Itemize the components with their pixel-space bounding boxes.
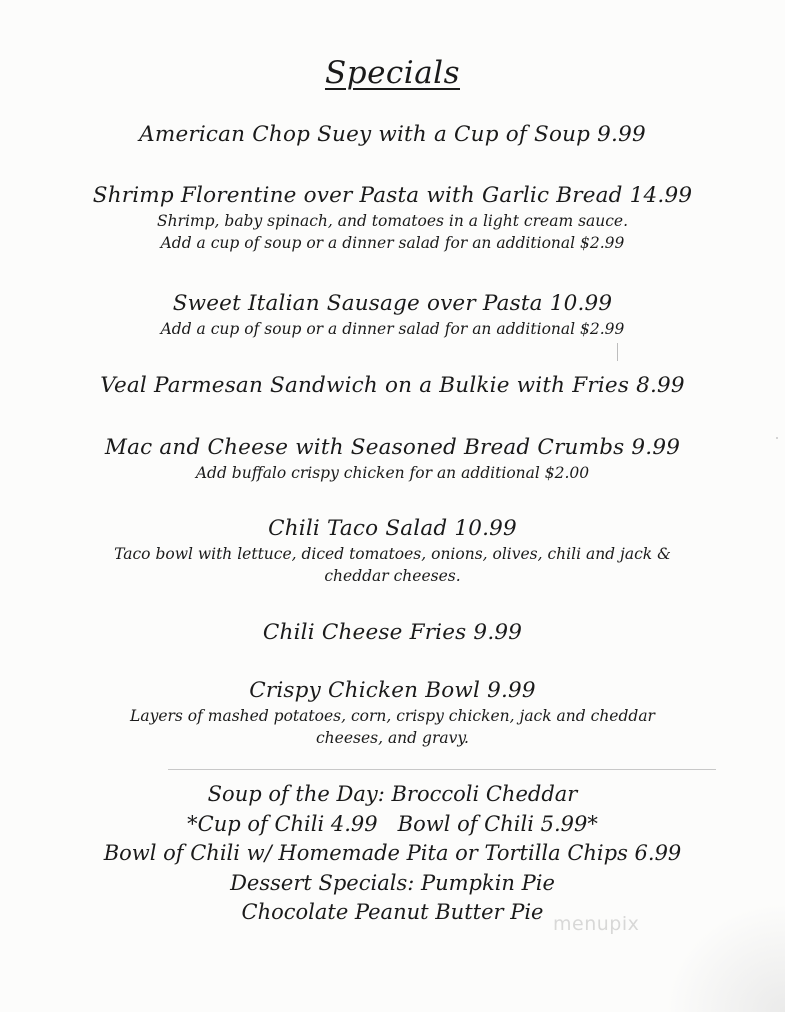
menu-item-american-chop-suey <box>0 121 785 149</box>
menu-item-shrimp-florentine <box>0 182 785 254</box>
scan-speck <box>617 343 618 361</box>
item-title: Sweet Italian Sausage over Pasta 10.99 <box>172 291 613 316</box>
item-description: Add a cup of soup or a dinner salad for an additional $2.99 <box>160 320 625 338</box>
dessert-special-2: Chocolate Peanut Butter Pie <box>241 900 544 924</box>
menupix-watermark: menupix <box>553 913 640 935</box>
menu-item-chili-taco-salad <box>0 515 785 587</box>
menu-title: Specials <box>324 55 460 91</box>
item-title: Mac and Cheese with Seasoned Bread Crumbs 9.99 <box>104 435 681 460</box>
menu-item-veal-parmesan <box>0 372 785 400</box>
page-edge-shadow <box>665 902 785 1012</box>
menu-item-mac-and-cheese <box>0 434 785 484</box>
item-title: Shrimp Florentine over Pasta with Garlic Bread 14.99 <box>92 183 693 208</box>
item-description: Shrimp, baby spinach, and tomatoes in a light cream sauce. <box>156 212 629 230</box>
menu-item-chili-cheese-fries <box>0 619 785 647</box>
scan-speck <box>776 437 778 439</box>
item-description: cheeses, and gravy. <box>316 729 469 747</box>
item-title: American Chop Suey with a Cup of Soup 9.99 <box>139 122 646 147</box>
chili-prices: *Cup of Chili 4.99 Bowl of Chili 5.99* <box>187 811 598 836</box>
menu-item-sweet-italian-sausage <box>0 290 785 340</box>
item-title: Chili Taco Salad 10.99 <box>268 516 517 541</box>
soup-of-the-day: Soup of the Day: Broccoli Cheddar <box>207 782 578 806</box>
item-title: Crispy Chicken Bowl 9.99 <box>249 678 536 703</box>
item-description: Add a cup of soup or a dinner salad for an additional $2.99 <box>160 234 625 252</box>
item-title: Chili Cheese Fries 9.99 <box>262 620 523 645</box>
section-divider <box>168 769 716 770</box>
chili-with-chips: Bowl of Chili w/ Homemade Pita or Tortilla Chips 6.99 <box>103 841 682 865</box>
item-description: cheddar cheeses. <box>324 567 461 585</box>
dessert-special: Dessert Specials: Pumpkin Pie <box>230 870 555 895</box>
item-description: Add buffalo crispy chicken for an additional $2.00 <box>195 464 590 482</box>
menu-item-crispy-chicken-bowl <box>0 677 785 749</box>
item-description: Taco bowl with lettuce, diced tomatoes, onions, olives, chili and jack & <box>114 545 671 563</box>
item-description: Layers of mashed potatoes, corn, crispy chicken, jack and cheddar <box>130 707 655 725</box>
item-title: Veal Parmesan Sandwich on a Bulkie with Fries 8.99 <box>100 373 685 398</box>
